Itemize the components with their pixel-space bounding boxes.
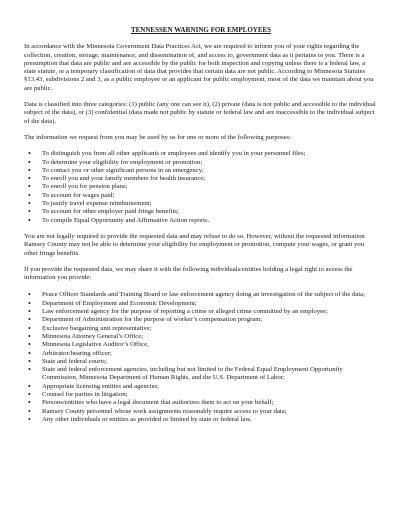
- entity-item: • Appropriate licensing entities and agencies;: [24, 383, 378, 391]
- purpose-item: • To justify travel expense reimbursement;: [24, 200, 378, 208]
- entity-item: • Any other individuals or entities as provided or limited by state or federal law.: [24, 416, 378, 424]
- entity-item: • Department of Employment and Economic Development;: [24, 300, 378, 308]
- purpose-item: • To enroll you for pension plans;: [24, 183, 378, 191]
- purpose-item: • To distinguish you from all other applicants or employees and identify you in your personnel files;: [24, 150, 378, 158]
- refusal-paragraph: You are not legally required to provide the requested data and may refuse to do so. However, without the requested information Ramsey County may not be able to determine your eligibility for employment or promotion, compute your wages, or grant you other fringe benefits.: [24, 232, 365, 257]
- intro-paragraph: In accordance with the Minnesota Government Data Practices Act, we are required to inform you of your rights regarding the collection, creation, storage, maintenance, and dissemination of, and access to, government data as it pertains to you. There is a presumption that data are public and are accessible by the public for both inspection and copying unless there is a federal law, a state statute, or a temporary classification of data that provides that certain data are not public. According to Minnesota Statutes §13.43, subdivisions 2 and 3, as a public employee or an applicant for public employment, most of the data we maintain about you are public.: [24, 43, 374, 92]
- purposes-list: [24, 150, 378, 225]
- purposes-intro-paragraph: The information we request from you may be used by us for one or more of the following purposes:: [24, 133, 292, 141]
- entity-item: • Department of Administration for the purpose of worker’s compensation program;: [24, 316, 378, 324]
- entity-item: • Arbitrator/hearing officer;: [24, 350, 378, 358]
- purpose-item: • To enroll you and your family members for health insurance;: [24, 175, 378, 183]
- purpose-item: • To account for other employer paid fringe benefits;: [24, 208, 378, 216]
- classification-paragraph: Data is classified into three categories: (1) public (any one can see it), (2) private (data is not public and accessible to the individual subject of the data), or (3) confidential (data made not public by statute or federal law and are inaccessible to the individual subject of the data).: [24, 101, 376, 125]
- entity-item: • Peace Officer Standards and Training Board or law enforcement agency doing an investigation of the subject of the data;: [24, 291, 378, 299]
- purpose-item: • To determine your eligibility for employment or promotion;: [24, 159, 378, 167]
- entity-item: • Minnesota Legislative Auditor’s Office,: [24, 341, 378, 349]
- entity-item: • Minnesota Attorney General’s Office;: [24, 333, 378, 341]
- purpose-item: • To compile Equal Opportunity and Affirmative Action reports.: [24, 217, 378, 225]
- entity-item: • State and federal enforcement agencies, including but not limited to the Federal Equal Employment Opportunity Commission, Minnesota Department of Human Rights, and the U.S. Department of Labor;: [24, 366, 378, 383]
- purpose-item: • To contact you or other significant persons in an emergency;: [24, 167, 378, 175]
- entities-list: [24, 291, 378, 424]
- entity-item: • Exclusive bargaining unit representative;: [24, 325, 378, 333]
- entity-item: • Counsel for parties in litigation;: [24, 391, 378, 399]
- document-title: TENNESSEN WARNING FOR EMPLOYEES: [130, 26, 272, 34]
- purpose-item: • To account for wages paid;: [24, 192, 378, 200]
- sharing-intro-paragraph: If you provide the requested data, we may share it with the following individuals/entities holding a legal right to access the information you provide:: [24, 265, 353, 282]
- entity-item: • Ramsey County personnel whose work assignments reasonably require access to your data;: [24, 408, 378, 416]
- entity-item: • Law enforcement agency for the purpose of reporting a crime or alleged crime committed by an employee;: [24, 308, 378, 316]
- entity-item: • Persons/entities who have a legal document that authorizes them to act on your behalf;: [24, 399, 378, 407]
- entity-item: • State and federal courts;: [24, 358, 378, 366]
